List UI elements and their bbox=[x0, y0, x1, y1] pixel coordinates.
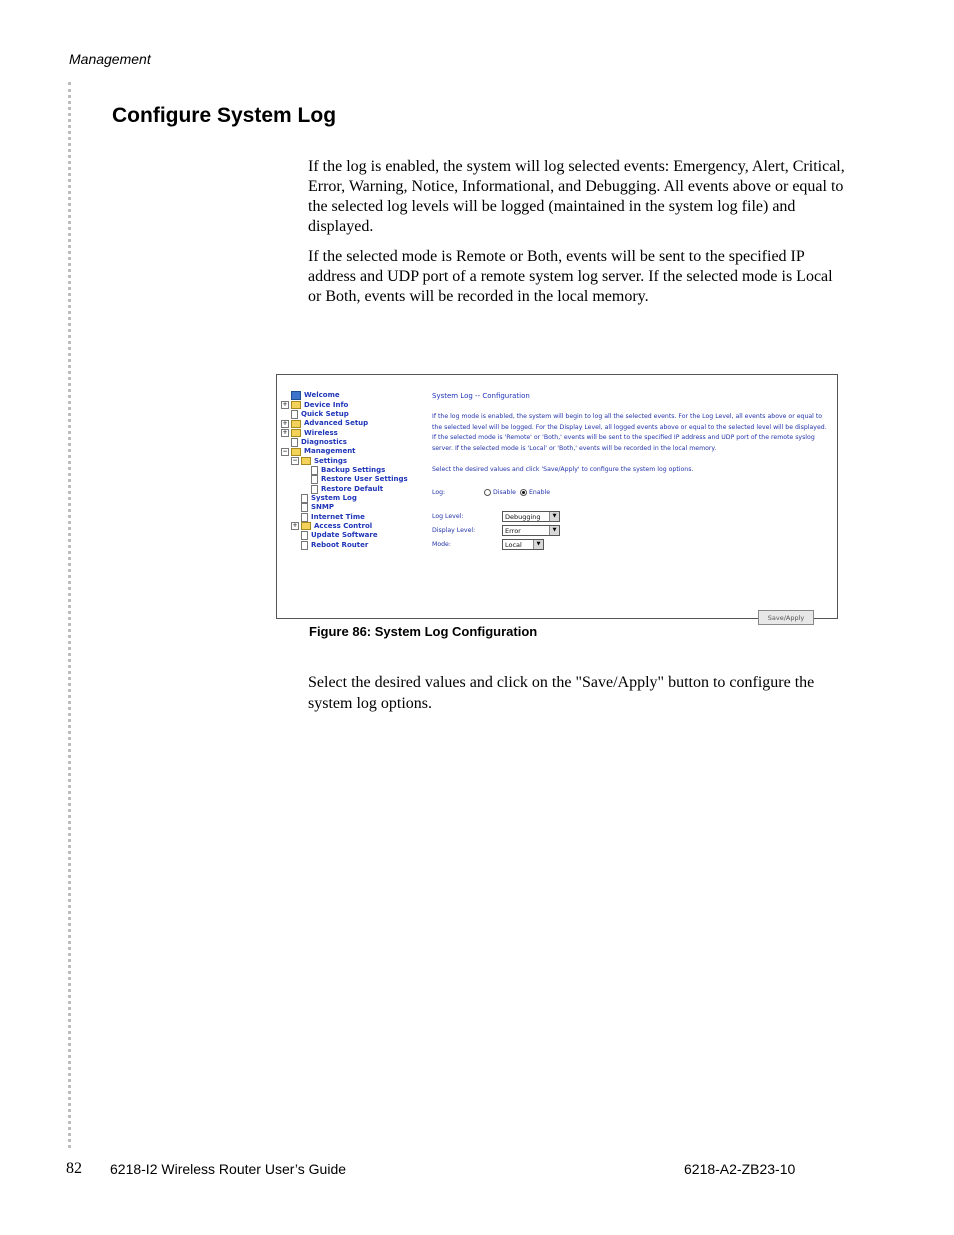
nav-item-label: Advanced Setup bbox=[304, 419, 369, 428]
mode-value: Local bbox=[505, 541, 522, 549]
folder-icon bbox=[291, 401, 301, 409]
save-apply-button[interactable]: Save/Apply bbox=[758, 610, 814, 625]
log-level-row bbox=[432, 511, 560, 522]
folder-icon bbox=[291, 429, 301, 437]
nav-item-label: Device Info bbox=[304, 400, 349, 409]
nav-item[interactable] bbox=[281, 410, 421, 419]
expand-icon[interactable]: + bbox=[282, 401, 288, 409]
nav-item-label: Quick Setup bbox=[301, 409, 349, 418]
nav-item-label: Management bbox=[304, 447, 356, 456]
folder-icon bbox=[301, 457, 311, 465]
chevron-down-icon: ▼ bbox=[549, 512, 559, 521]
panel-title: System Log -- Configuration bbox=[432, 392, 530, 400]
page-icon bbox=[301, 513, 308, 522]
log-label: Log: bbox=[432, 489, 446, 496]
figure-screenshot bbox=[276, 374, 838, 622]
log-level-label: Log Level: bbox=[432, 513, 464, 520]
enable-radio[interactable] bbox=[520, 489, 527, 496]
nav-item[interactable] bbox=[281, 484, 421, 493]
page-icon bbox=[291, 410, 298, 419]
nav-item[interactable] bbox=[281, 456, 421, 465]
folder-icon bbox=[291, 448, 301, 456]
collapse-icon[interactable]: − bbox=[282, 447, 288, 455]
nav-item[interactable] bbox=[281, 494, 421, 503]
nav-tree bbox=[281, 391, 421, 550]
nav-item[interactable] bbox=[281, 512, 421, 521]
nav-item-label: Restore Default bbox=[321, 484, 384, 493]
section-title: Configure System Log bbox=[112, 104, 337, 127]
paragraph-log-modes: If the selected mode is Remote or Both, events will be sent to the specified IP address and UDP port of a remote system log server. If the selected mode is Local or Both, events will be recorded in the local memory. bbox=[308, 248, 833, 305]
paragraph-log-levels: If the log is enabled, the system will log selected events: Emergency, Alert, Critical, Error, Warning, Notice, Informational, and Debugging. All events above or equal to the selected log levels will be logged (maintained in the system log file) and displayed. bbox=[308, 158, 845, 235]
mode-label: Mode: bbox=[432, 541, 451, 548]
globe-icon bbox=[291, 391, 301, 400]
nav-item[interactable] bbox=[281, 466, 421, 475]
page-number: 82 bbox=[66, 1160, 82, 1177]
disable-label: Disable bbox=[493, 489, 516, 496]
nav-item[interactable] bbox=[281, 503, 421, 512]
chevron-down-icon: ▼ bbox=[549, 526, 559, 535]
page-icon bbox=[291, 438, 298, 447]
page-icon bbox=[311, 475, 318, 484]
nav-item-label: System Log bbox=[311, 493, 357, 502]
expand-icon[interactable]: + bbox=[282, 429, 288, 437]
page-icon bbox=[301, 494, 308, 503]
expand-icon[interactable]: + bbox=[282, 419, 288, 427]
display-level-value: Error bbox=[505, 527, 521, 535]
mode-row bbox=[432, 539, 544, 550]
folder-icon bbox=[301, 522, 311, 530]
nav-item[interactable] bbox=[281, 391, 421, 400]
expand-icon[interactable]: + bbox=[292, 522, 298, 530]
nav-item[interactable] bbox=[281, 400, 421, 409]
nav-item[interactable] bbox=[281, 438, 421, 447]
nav-item[interactable] bbox=[281, 428, 421, 437]
display-level-select[interactable] bbox=[502, 525, 560, 536]
collapse-icon[interactable]: − bbox=[292, 457, 298, 465]
folder-icon bbox=[291, 420, 301, 428]
nav-item-label: Reboot Router bbox=[311, 540, 369, 549]
paragraph-instructions: Select the desired values and click on the "Save/Apply" button to configure the system log options. bbox=[308, 674, 815, 712]
page-icon bbox=[301, 541, 308, 550]
nav-item-label: Settings bbox=[314, 456, 348, 465]
nav-item-label: Wireless bbox=[304, 428, 338, 437]
guide-title: 6218-I2 Wireless Router User’s Guide bbox=[110, 1161, 347, 1177]
page-icon bbox=[311, 466, 318, 475]
nav-item-label: Welcome bbox=[304, 391, 340, 400]
nav-item-label: Internet Time bbox=[311, 512, 365, 521]
disable-radio[interactable] bbox=[484, 489, 491, 496]
nav-item-label: Restore User Settings bbox=[321, 475, 408, 484]
margin-rule bbox=[68, 82, 71, 1148]
running-header: Management bbox=[69, 51, 151, 67]
nav-item[interactable] bbox=[281, 475, 421, 484]
log-level-value: Debugging bbox=[505, 513, 541, 521]
nav-item-label: Access Control bbox=[314, 521, 373, 530]
nav-item-label: SNMP bbox=[311, 503, 334, 512]
panel-description: If the log mode is enabled, the system will begin to log all the selected events. For the Log Level, all events above or equal to the selected level will be logged. For the Display Level, all logged events above or equal to the selected level will be displayed. If the selected mode is 'Remote' or 'Both,' events will be sent to the specified IP address and UDP port of the remote syslog server. If the selected mode is 'Local' or 'Both,' events will be recorded in the local memory. bbox=[432, 413, 827, 452]
page-icon bbox=[301, 503, 308, 512]
display-level-row bbox=[432, 525, 560, 536]
display-level-label: Display Level: bbox=[432, 527, 476, 534]
log-row bbox=[432, 489, 550, 496]
nav-item-label: Update Software bbox=[311, 531, 378, 540]
figure-caption: Figure 86: System Log Configuration bbox=[309, 624, 538, 639]
page-icon bbox=[311, 485, 318, 494]
nav-item[interactable] bbox=[281, 447, 421, 456]
log-level-select[interactable] bbox=[502, 511, 560, 522]
enable-label: Enable bbox=[528, 489, 551, 496]
chevron-down-icon: ▼ bbox=[533, 540, 543, 549]
mode-select[interactable] bbox=[502, 539, 544, 550]
nav-item[interactable] bbox=[281, 522, 421, 531]
nav-item-label: Backup Settings bbox=[321, 465, 386, 474]
doc-code: 6218-A2-ZB23-10 bbox=[684, 1161, 796, 1177]
page-icon bbox=[301, 531, 308, 540]
nav-item[interactable] bbox=[281, 531, 421, 540]
nav-item-label: Diagnostics bbox=[301, 437, 347, 446]
nav-item[interactable] bbox=[281, 541, 421, 550]
nav-item[interactable] bbox=[281, 419, 421, 428]
panel-hint: Select the desired values and click 'Save/Apply' to configure the system log options. bbox=[432, 466, 694, 473]
